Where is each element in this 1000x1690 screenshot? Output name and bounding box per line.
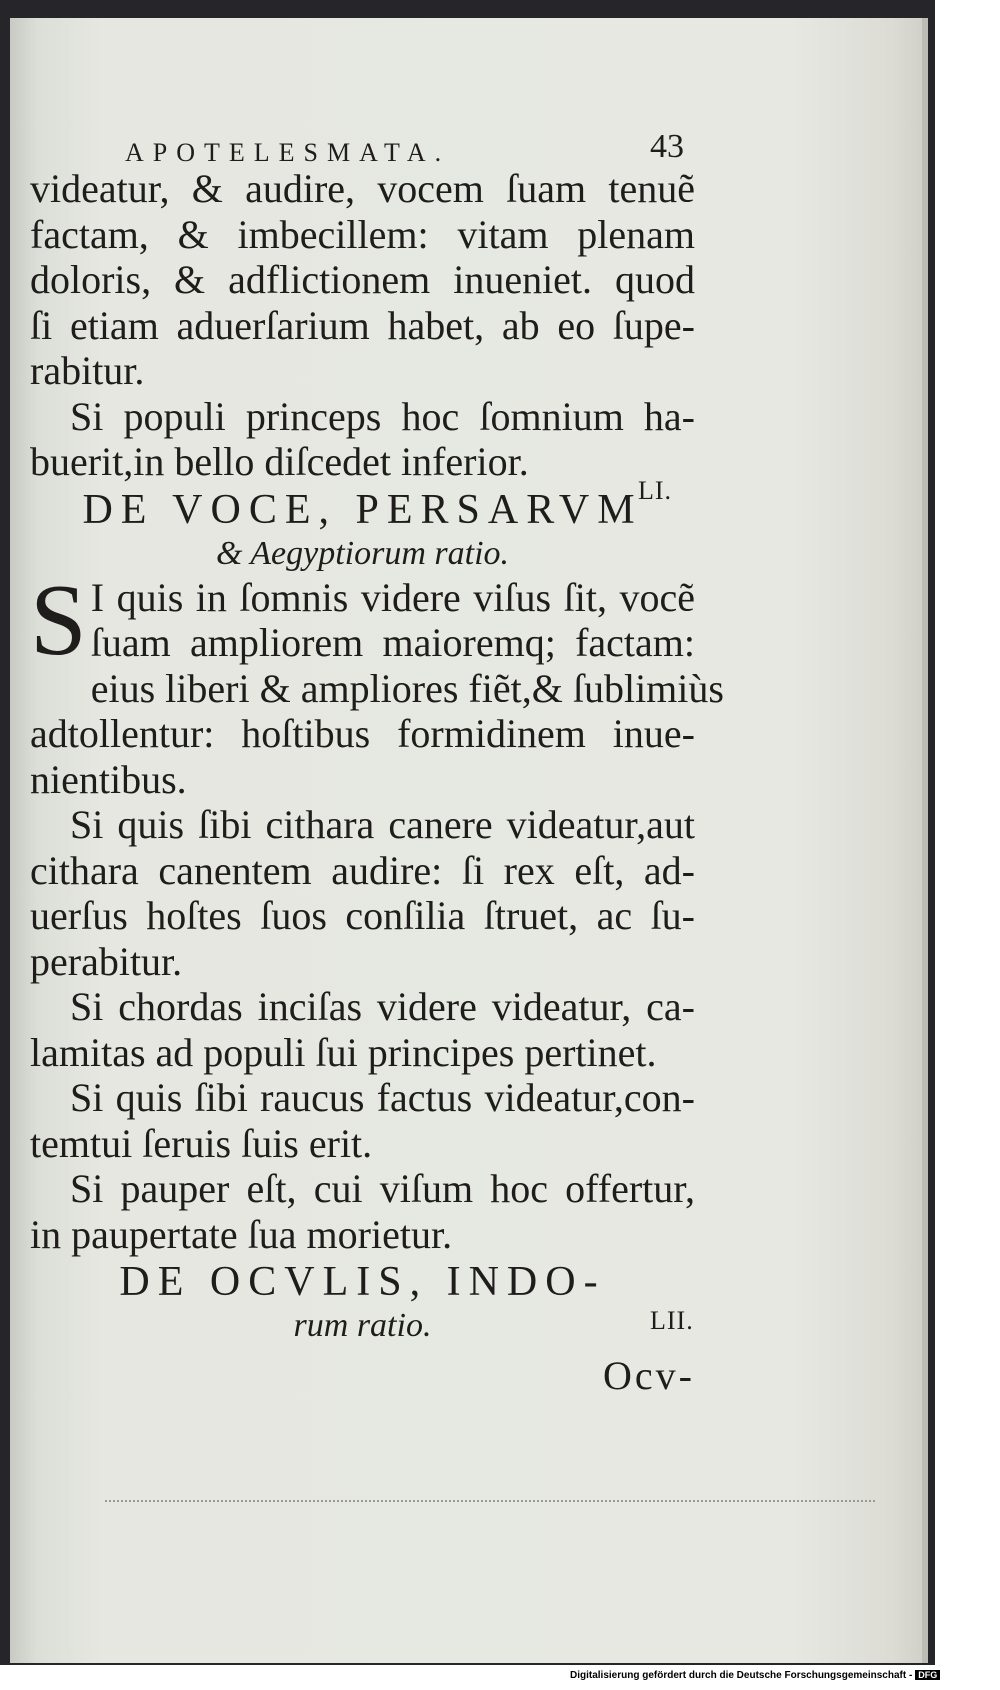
dfg-logo-icon: DFG: [915, 1670, 940, 1680]
text-line: Si quis ſibi raucus factus videatur,con-: [70, 1075, 695, 1120]
text-line: eius liberi & ampliores fiẽt,& ſublimiùs: [90, 665, 724, 711]
text-line: rabitur.: [30, 348, 145, 393]
paragraph-6: [30, 1075, 695, 1166]
drop-cap-initial: S: [30, 563, 87, 677]
book-page: [10, 18, 928, 1663]
text-line: temtui ſeruis ſuis erit.: [30, 1120, 373, 1166]
section-heading-voice: DE VOCE, PERSARVM: [82, 486, 643, 533]
running-title: APOTELESMATA.: [125, 138, 451, 167]
paragraph-2: [30, 394, 695, 485]
page-edge: [922, 18, 928, 1663]
text-line: perabitur.: [30, 938, 183, 984]
text-line: doloris, & adflictionem inueniet. quod: [30, 257, 695, 302]
text-line: cithara canentem audire: ſi rex eſt, ad-: [30, 847, 695, 893]
text-line: ſuam ampliorem maioremq; factam:: [90, 620, 695, 665]
text-line: Si quis ſibi cithara canere videatur,aut: [70, 802, 695, 847]
running-head: [30, 126, 695, 166]
credit-text: Digitalisierung gefördert durch die Deutsche Forschungsgemeinschaft -: [570, 1670, 913, 1681]
text-line: Si populi princeps hoc ſomnium ha-: [70, 393, 695, 439]
text-line: factam, & imbecillem: vitam plenam: [30, 211, 695, 257]
text-line: Si chordas inciſas videre videatur, ca-: [70, 984, 695, 1029]
margin-section-number-52: LII.: [650, 1306, 694, 1335]
digitization-credit: [570, 1670, 940, 1681]
paragraph-1: [30, 166, 695, 394]
paragraph-5: [30, 984, 695, 1075]
text-line: buerit,in bello diſcedet inferior.: [30, 439, 529, 484]
paragraph-7: [30, 1166, 695, 1257]
text-line: I quis in ſomnis videre viſus ſit, vocẽ: [90, 574, 695, 620]
text-line: adtollentur: hoſtibus formidinem inue-: [30, 711, 695, 756]
text-block: [30, 126, 724, 1399]
paragraph-3: [30, 563, 724, 803]
page-number: 43: [650, 128, 684, 165]
text-line: uerſus hoſtes ſuos conſilia ſtruet, ac ſu-: [30, 893, 695, 938]
dotted-rule: [105, 1500, 875, 1502]
catchword: Ocv-: [603, 1353, 695, 1398]
text-line: Si pauper eſt, cui viſum hoc offertur,: [70, 1166, 695, 1211]
text-line: lamitas ad populi ſui principes pertinet.: [30, 1029, 657, 1075]
section-subheading-voice: & Aegyptiorum ratio.: [215, 534, 510, 572]
paragraph-4: [30, 802, 695, 984]
margin-section-number-51: LI.: [638, 476, 673, 505]
section-subheading-eyes: rum ratio.: [293, 1307, 432, 1344]
text-line: ſi etiam aduerſarium habet, ab eo ſupe-: [30, 302, 695, 348]
section-heading-eyes: DE OCVLIS, INDO-: [119, 1259, 606, 1305]
text-line: nientibus.: [30, 756, 187, 802]
text-line: in paupertate ſua morietur.: [30, 1211, 453, 1257]
text-line: videatur, & audire, vocem ſuam tenuẽ: [30, 166, 695, 211]
